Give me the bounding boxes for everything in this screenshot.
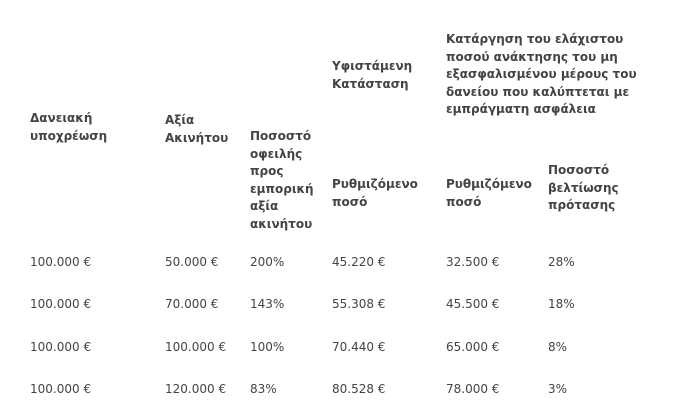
cell-proposal-amount: 65.000 €: [446, 340, 500, 354]
cell-current-amount: 45.220 €: [332, 255, 386, 269]
cell-debt-percentage: 83%: [250, 382, 277, 396]
cell-current-amount: 70.440 €: [332, 340, 386, 354]
cell-property-value: 50.000 €: [165, 255, 219, 269]
cell-loan: 100.000 €: [30, 297, 92, 311]
cell-loan: 100.000 €: [30, 340, 92, 354]
header-debt-percentage: Ποσοστό οφειλής προς εμπορική αξία ακινήτου: [250, 129, 314, 231]
cell-debt-percentage: 200%: [250, 255, 285, 269]
cell-improvement-percentage: 8%: [548, 340, 568, 354]
cell-proposal-amount: 78.000 €: [446, 382, 500, 396]
header-proposal-amount: Ρυθμιζόμενο ποσό: [446, 177, 532, 209]
cell-debt-percentage: 100%: [250, 340, 285, 354]
cell-improvement-percentage: 3%: [548, 382, 568, 396]
header-improvement-percentage: Ποσοστό βελτίωσης πρότασης: [548, 163, 619, 212]
cell-loan: 100.000 €: [30, 255, 92, 269]
cell-proposal-amount: 45.500 €: [446, 297, 500, 311]
cell-debt-percentage: 143%: [250, 297, 285, 311]
cell-property-value: 100.000 €: [165, 340, 227, 354]
cell-loan: 100.000 €: [30, 382, 92, 396]
header-current-situation: Υφιστάμενη Κατάσταση: [332, 59, 413, 91]
cell-improvement-percentage: 28%: [548, 255, 575, 269]
cell-current-amount: 55.308 €: [332, 297, 386, 311]
cell-improvement-percentage: 18%: [548, 297, 575, 311]
header-current-amount: Ρυθμιζόμενο ποσό: [332, 177, 418, 209]
header-property-value: Αξία Ακινήτου: [165, 113, 229, 145]
cell-property-value: 70.000 €: [165, 297, 219, 311]
cell-proposal-amount: 32.500 €: [446, 255, 500, 269]
cell-property-value: 120.000 €: [165, 382, 227, 396]
cell-current-amount: 80.528 €: [332, 382, 386, 396]
header-proposal: Κατάργηση του ελάχιστου ποσού ανάκτησης του μη εξασφαλισμένου μέρους του δανείου που καλύπτεται με εμπράγματη ασφάλεια: [446, 32, 637, 116]
header-loan: Δανειακή υποχρέωση: [30, 111, 108, 143]
